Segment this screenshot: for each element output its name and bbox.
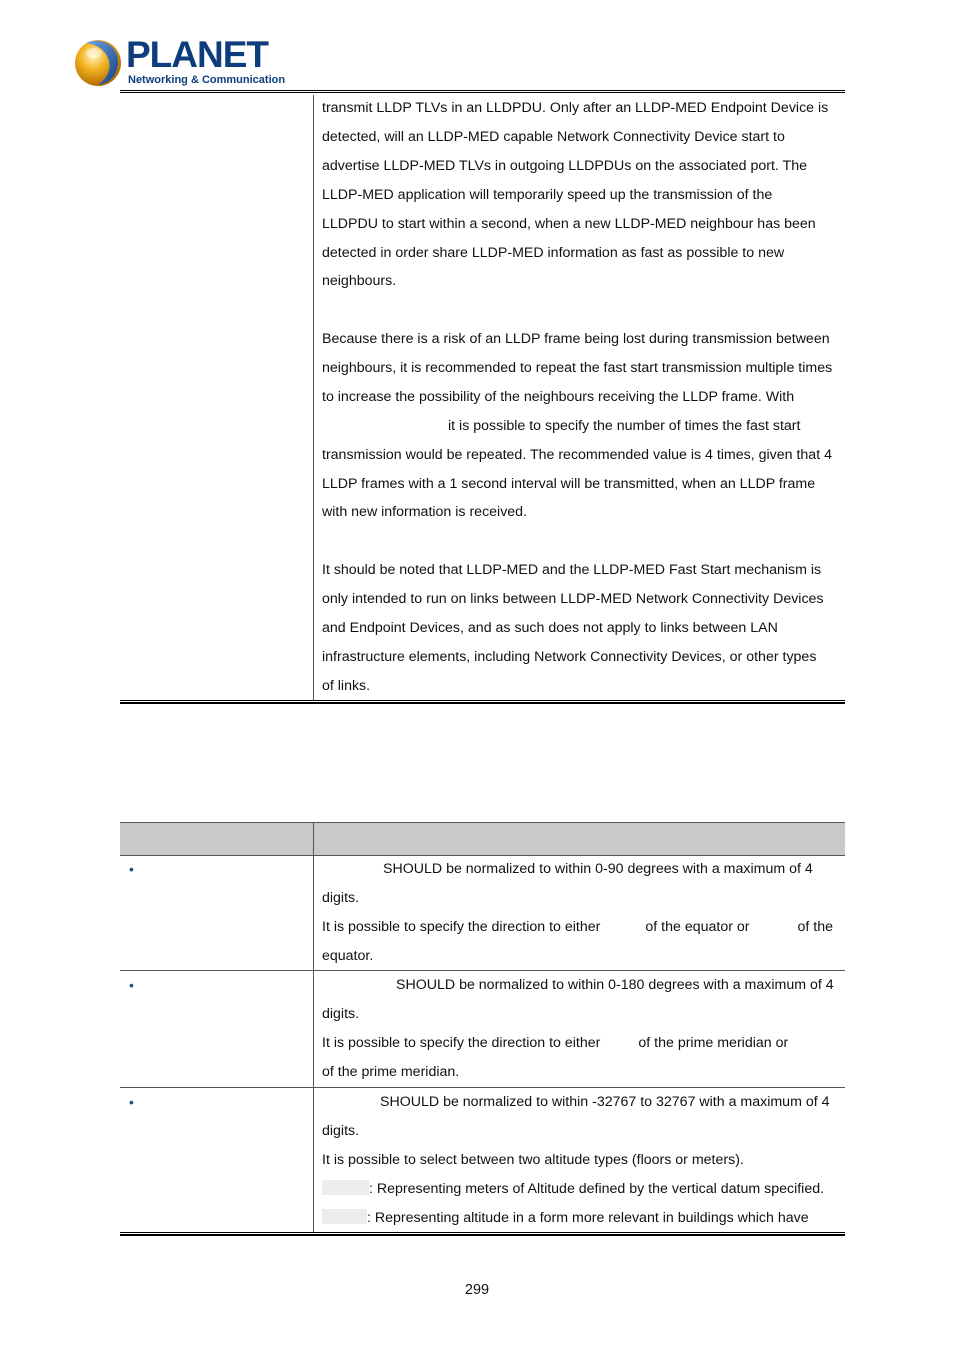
bullet-latitude: • — [129, 861, 134, 877]
table-row-altitude: SHOULD be normalized to within -32767 to 32767 with a maximum of 4 digits. It is possible to select between two altitude types (floors or meters). : Representing meters of Altitude defined by the vertical datum specified. : Representing altitude in a form more relevant in buildings which have — [322, 1094, 830, 1226]
description-paragraph-3: It should be noted that LLDP-MED and the LLDP-MED Fast Start mechanism is only intended to run on links between LLDP-MED Network Connectivity Devices and Endpoint Devices, and as such does not apply to links between LAN infrastructure elements, including Network Connectivity Devices, or other types of links. — [322, 562, 824, 694]
table-header-bar — [120, 822, 845, 856]
option-label-placeholder — [322, 1180, 369, 1195]
description-paragraph-1: transmit LLDP TLVs in an LLDPDU. Only after an LLDP-MED Endpoint Device is detected, will an LLDP-MED capable Network Connectivity Device start to advertise LLDP-MED TLVs in outgoing LLDPDUs on the associated port. The LLDP-MED application will temporarily speed up the transmission of the LLDPDU to start within a second, when a new LLDP-MED neighbour has been detected in order share LLDP-MED information as fast as possible to new neighbours. — [322, 100, 829, 290]
column-divider — [313, 95, 314, 701]
table-bottom-rule — [120, 700, 845, 704]
description-paragraph-2: Because there is a risk of an LLDP frame being lost during transmission between neighbours, it is recommended to repeat the fast start transmission multiple times to increase the possibility of the neighbours receiving the LLDP frame. With it is possible to specify the number of times the fast start transmission would be repeated. The recommended value is 4 times, given that 4 LLDP frames with a 1 second interval will be transmitted, when an LLDP frame with new information is received. — [322, 331, 833, 521]
option-label-placeholder — [322, 1209, 367, 1224]
bullet-longitude: • — [129, 977, 134, 993]
header-rule — [120, 90, 845, 93]
column-divider — [313, 822, 314, 1233]
brand-wordmark: PLANET — [126, 34, 268, 75]
page-number: 299 — [464, 1282, 490, 1298]
table-bottom-rule — [120, 1232, 845, 1236]
table-row-latitude: SHOULD be normalized to within 0-90 degrees with a maximum of 4 digits. It is possible to specify the direction to either of the equator or of the equator. — [322, 861, 833, 964]
brand-tagline: Networking & Communication — [128, 74, 286, 86]
globe-icon — [72, 36, 126, 90]
bullet-altitude: • — [129, 1094, 134, 1110]
table-row-longitude: SHOULD be normalized to within 0-180 degrees with a maximum of 4 digits. It is possible to specify the direction to either of the prime meridian or of the prime meridian. — [322, 977, 834, 1080]
planet-logo — [72, 34, 286, 90]
